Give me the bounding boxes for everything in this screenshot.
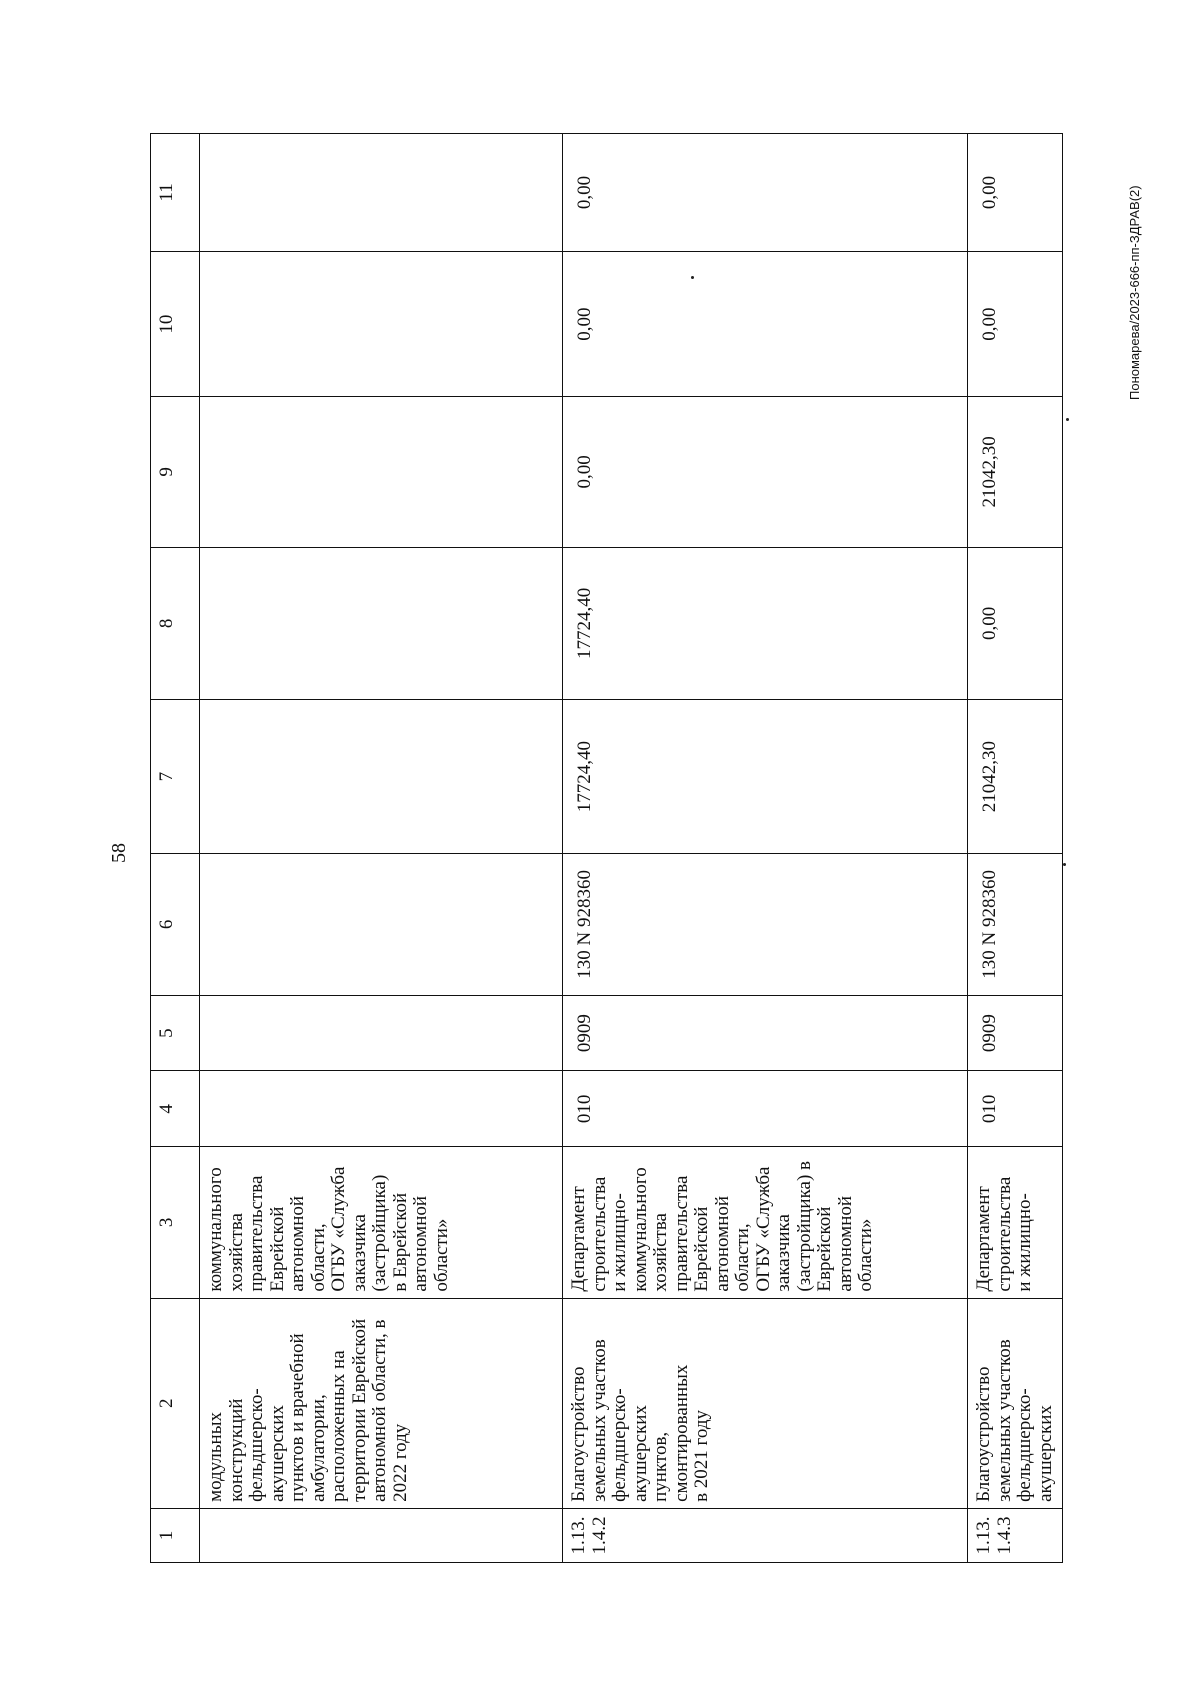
target-article-cell: 130 N 928360 (968, 853, 1063, 995)
table-cell (200, 995, 563, 1071)
header-cell: 6 (151, 853, 200, 995)
table-row (968, 134, 1063, 1563)
target-article-cell: 130 N 928360 (563, 853, 968, 995)
event-name-cell: Благоустройство земельных участков фельдшерско-акушерских (968, 1298, 1063, 1508)
event-name-cell: Благоустройство земельных участков фельдшерско-акушерских пунктов, смонтированных в 2021 году (563, 1298, 968, 1508)
section-code-cell: 0909 (563, 995, 968, 1071)
amount-cell: 0,00 (563, 134, 968, 252)
header-cell: 1 (151, 1508, 200, 1562)
header-cell: 2 (151, 1298, 200, 1508)
scan-speck (1066, 418, 1069, 421)
grbs-code-cell: 010 (563, 1071, 968, 1147)
header-cell: 10 (151, 251, 200, 396)
table-cell (200, 853, 563, 995)
header-cell: 4 (151, 1071, 200, 1147)
amount-cell: 21042,30 (968, 700, 1063, 854)
header-cell: 9 (151, 397, 200, 547)
header-cell: 3 (151, 1147, 200, 1298)
header-cell: 5 (151, 995, 200, 1071)
amount-cell: 21042,30 (968, 397, 1063, 547)
executor-cell: коммунального хозяйства правительства Еврейской автономной области, ОГБУ «Служба заказчика (застройщика) в Еврейской автономной области» (200, 1147, 563, 1298)
header-row (151, 134, 200, 1563)
amount-cell: 17724,40 (563, 547, 968, 700)
table-row (563, 134, 968, 1563)
event-name-cell: модульных конструкций фельдшерско-акушерских пунктов и врачебной амбулатории, расположенных на территории Еврейской автономной области, в 2022 году (200, 1298, 563, 1508)
row-number-cell: 1.13.1.4.2 (563, 1508, 968, 1562)
executor-cell: Департамент строительства и жилищно- коммунального хозяйства правительства Еврейской автономной области, ОГБУ «Служба заказчика (застройщика) в Еврейской автономной области» (563, 1147, 968, 1298)
budget-table (150, 133, 1063, 1563)
amount-cell: 0,00 (968, 547, 1063, 700)
document-reference: Пономарева/2023-666-пп-ЗДРАВ(2) (1127, 185, 1142, 400)
section-code-cell: 0909 (968, 995, 1063, 1071)
amount-cell: 0,00 (968, 251, 1063, 396)
page-number: 58 (108, 843, 130, 863)
table-cell (200, 251, 563, 396)
header-cell: 8 (151, 547, 200, 700)
table-cell (200, 134, 563, 252)
row-number-cell (200, 1508, 563, 1562)
table-cell (200, 547, 563, 700)
table-cell (200, 1071, 563, 1147)
amount-cell: 0,00 (968, 134, 1063, 252)
executor-cell: Департамент строительства и жилищно- (968, 1147, 1063, 1298)
scan-speck (1063, 863, 1066, 866)
header-cell: 11 (151, 134, 200, 252)
table-cell (200, 700, 563, 854)
amount-cell: 17724,40 (563, 700, 968, 854)
table-cell (200, 397, 563, 547)
budget-table-frame (150, 133, 1056, 1563)
amount-cell: 0,00 (563, 251, 968, 396)
header-cell: 7 (151, 700, 200, 854)
row-number-cell: 1.13.1.4.3 (968, 1508, 1063, 1562)
amount-cell: 0,00 (563, 397, 968, 547)
table-row (200, 134, 563, 1563)
grbs-code-cell: 010 (968, 1071, 1063, 1147)
